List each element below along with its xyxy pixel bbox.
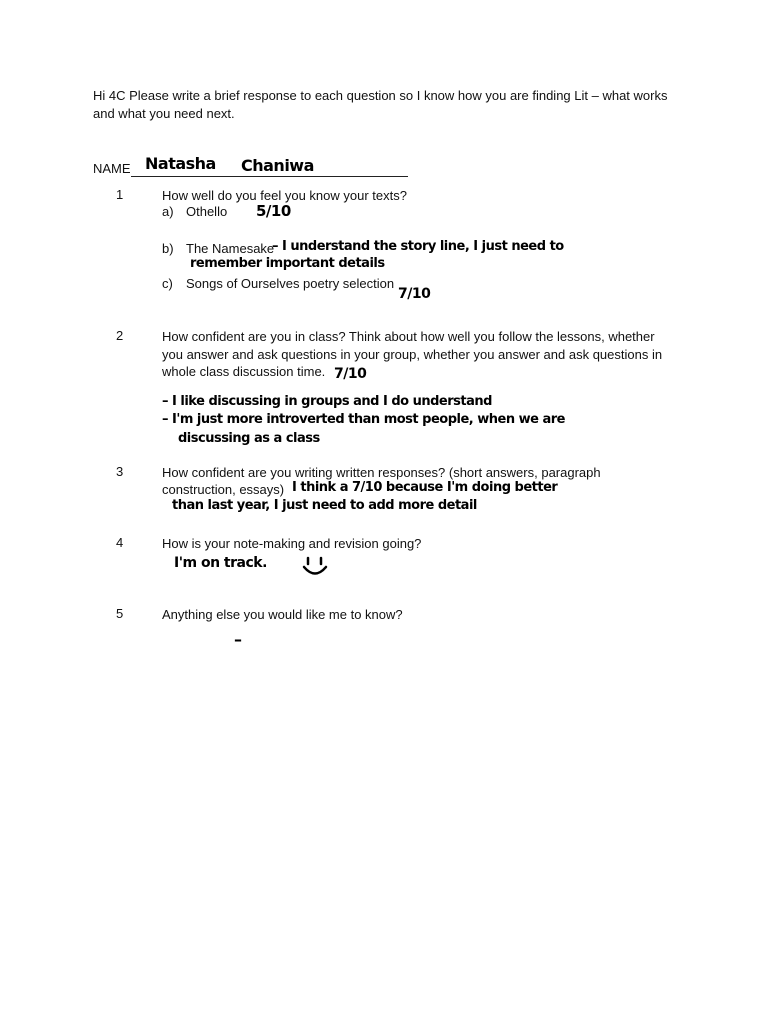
question-1c-text: Songs of Ourselves poetry selection — [186, 276, 395, 291]
question-3-answer-line1: I think a 7/10 because I'm doing better — [292, 480, 558, 495]
question-1c-letter: c) — [162, 276, 173, 291]
question-1b-text: The Namesake — [186, 241, 275, 256]
question-1a-answer: 5/10 — [256, 202, 291, 220]
question-3-text-line2: construction, essays) — [162, 482, 285, 497]
question-4-number: 4 — [116, 535, 124, 550]
question-2-answer-line1: – I like discussing in groups and I do understand — [162, 394, 492, 409]
question-1b-answer-line2: remember important details — [190, 256, 385, 271]
question-1a-letter: a) — [162, 204, 174, 219]
question-2-number: 2 — [116, 328, 124, 343]
name-underline — [131, 176, 408, 177]
question-3-number: 3 — [116, 464, 124, 479]
name-field — [93, 154, 413, 180]
question-1b-answer-line1: – I understand the story line, I just need to — [272, 239, 564, 254]
question-5-text: Anything else you would like me to know? — [162, 607, 403, 622]
handwritten-first-name: Natasha — [145, 154, 216, 173]
question-5-number: 5 — [116, 606, 124, 621]
question-1b-letter: b) — [162, 241, 174, 256]
name-label: NAME — [93, 161, 131, 176]
question-2-text: How confident are you in class? Think about how well you follow the lessons, whether you answer and ask questions in your group, whether you answer and ask questions in whole class discussion time. — [162, 329, 663, 379]
question-4-answer: I'm on track. — [174, 555, 267, 571]
question-2-answer-line3: discussing as a class — [178, 431, 320, 446]
question-1-number: 1 — [116, 187, 124, 202]
smiley-icon — [302, 556, 328, 578]
question-2-score: 7/10 — [334, 366, 367, 382]
question-4-text: How is your note-making and revision going? — [162, 536, 422, 551]
question-1c-answer: 7/10 — [398, 286, 431, 302]
question-3-answer-line2: than last year, I just need to add more detail — [172, 498, 477, 513]
question-2-answer-line2: – I'm just more introverted than most people, when we are — [162, 412, 565, 427]
question-3-text-line1: How confident are you writing written responses? (short answers, paragraph — [162, 465, 601, 480]
question-1-text: How well do you feel you know your texts? — [162, 188, 407, 203]
handwritten-last-name: Chaniwa — [241, 156, 314, 175]
question-1a-text: Othello — [186, 204, 228, 219]
question-5-answer: – — [234, 630, 242, 649]
intro-text: Hi 4C Please write a brief response to each question so I know how you are finding Lit – what works and what you need next. — [93, 88, 668, 121]
